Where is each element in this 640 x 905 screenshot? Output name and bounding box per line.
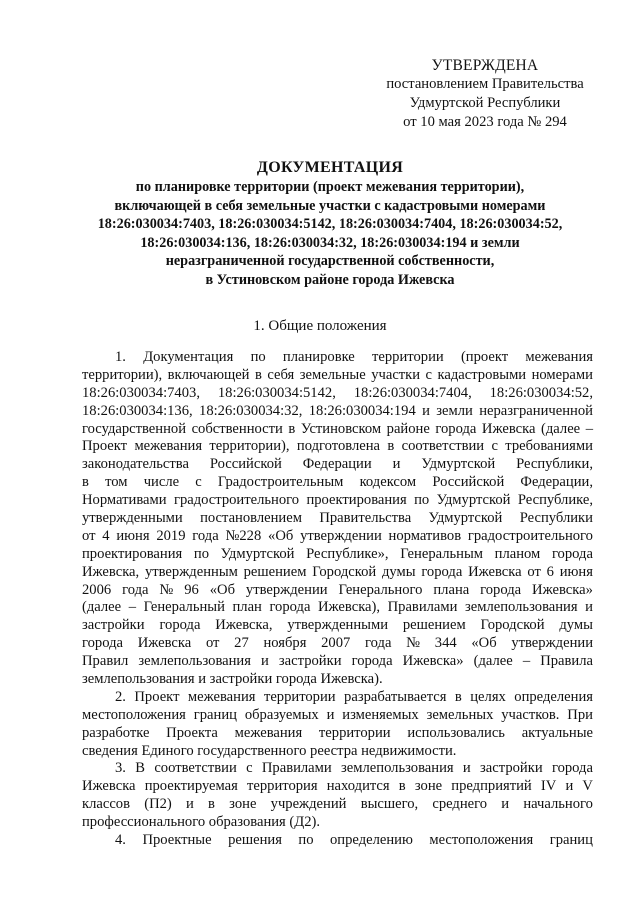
body-text-line: застройки города Ижевска, утвержденными решением Городской думы (82, 617, 593, 634)
body-text-line: города Ижевска от 27 ноября 2007 года № 344 «Об утверждении (82, 635, 593, 652)
body-text-line: утвержденными постановлением Правительства Удмуртской Республики (82, 510, 593, 527)
body-text-line: классов (П2) и в зоне учреждений высшего, среднего и начального (82, 796, 593, 813)
body-text-line: территории), включающей в себя земельные участки с кадастровыми номерами (82, 366, 593, 383)
body-text-line: профессионального образования (Д2). (82, 814, 321, 831)
body-text-line: сведения Единого государственного реестра недвижимости. (82, 742, 457, 759)
title-line: неразграниченной государственной собственности, (165, 253, 495, 269)
body-text-line: 3. В соответствии с Правилами землепользования и застройки города (115, 760, 593, 777)
body-text-line: государственной собственности в Устиновском районе города Ижевска (далее – (82, 420, 593, 437)
approval-stamp: УТВЕРЖДЕНА (431, 57, 539, 74)
body-text-line: Ижевска проектируемая территория находится в зоне предприятий IV и V (82, 778, 593, 795)
body-text-line: разработке Проекта межевания территории использовались актуальные (82, 724, 593, 741)
body-text-line: Правил землепользования и застройки города Ижевска» (далее – Правила (82, 653, 593, 670)
title-line: в Устиновском районе города Ижевска (205, 271, 455, 288)
title-line: 18:26:030034:136, 18:26:030034:32, 18:26:030034:194 и земли (140, 234, 520, 251)
body-text-line: 18:26:030034:7403, 18:26:030034:5142, 18:26:030034:7404, 18:26:030034:52, (82, 384, 593, 401)
body-text-line: законодательства Российской Федерации и Удмуртской Республики, (82, 456, 593, 473)
body-text-line: Проект межевания территории), подготовлена в соответствии с требованиями (82, 438, 593, 455)
body-text-line: местоположения границ образуемых и изменяемых земельных участков. При (82, 706, 593, 723)
body-text-line: 4. Проектные решения по определению местоположения границ (115, 832, 593, 849)
body-text-line: землепользования и застройки города Ижевска). (82, 671, 383, 688)
title-line: по планировке территории (проект межевания территории), (135, 179, 525, 195)
body-text-line: 18:26:030034:136, 18:26:030034:32, 18:26:030034:194 и земли неразграниченной (82, 402, 593, 419)
approval-line: от 10 мая 2023 года № 294 (403, 114, 567, 130)
document-body (82, 349, 593, 850)
document-title-block (70, 158, 590, 289)
body-text-line: в том числе с Градостроительным кодексом Российской Федерации, (82, 474, 593, 491)
body-text-line: Нормативами градостроительного проектирования по Удмуртской Республике, (82, 492, 593, 509)
title-line: 18:26:030034:7403, 18:26:030034:5142, 18:26:030034:7404, 18:26:030034:52, (97, 216, 563, 232)
approval-line: постановлением Правительства (386, 76, 584, 92)
body-text-line: 2006 года № 96 «Об утверждении Генерального плана города Ижевска» (82, 581, 593, 598)
body-text-line: (далее – Генеральный план города Ижевска), Правилами землепользования и (82, 599, 593, 616)
body-text-line: от 4 июня 2019 года №228 «Об утверждении нормативов градостроительного (82, 527, 593, 544)
document-heading: ДОКУМЕНТАЦИЯ (256, 159, 404, 176)
title-line: включающей в себя земельные участки с кадастровыми номерами (114, 197, 546, 214)
body-text-line: 2. Проект межевания территории разрабатывается в целях определения (115, 688, 593, 705)
body-text-line: 1. Документация по планировке территории (проект межевания (115, 349, 593, 365)
section-heading: 1. Общие положения (253, 318, 387, 334)
approval-block (360, 56, 610, 132)
body-text-line: проектирования по Удмуртской Республике», Генеральным планом города (82, 545, 593, 562)
body-text-line: Ижевска, утвержденным решением Городской думы города Ижевска от 6 июня (82, 563, 593, 580)
approval-line: Удмуртской Республики (409, 95, 561, 111)
